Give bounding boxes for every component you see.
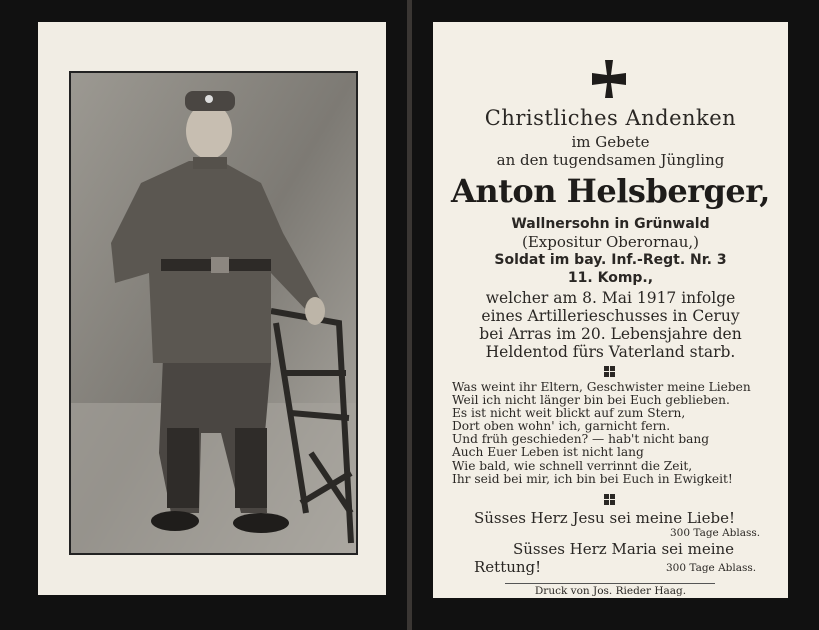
prayer-maria-end: Rettung! [474, 558, 542, 576]
company-line: 11. Komp., [567, 270, 654, 286]
prayer-maria: Süsses Herz Maria sei meine [513, 540, 735, 558]
poem-line: Ihr seid bei mir, ich bin bei Euch in Ewigkeit! [452, 471, 733, 486]
indulgence-note: 300 Tage Ablass. [670, 527, 761, 539]
poem-line: Weil ich nicht länger bin bei Euch geblieben. [452, 393, 730, 408]
origin-line: Wallnersohn in Grünwald [511, 216, 710, 232]
poem-line: Es ist nicht weit blickt auf zum Stern, [452, 406, 686, 421]
poem-line: Auch Euer Leben ist nicht lang [452, 445, 644, 460]
poem-line: Was weint ihr Eltern, Geschwister meine Lieben [452, 380, 751, 394]
indulgence-note: 300 Tage Ablass. [666, 562, 757, 574]
rank-line: Soldat im bay. Inf.-Regt. Nr. 3 [494, 252, 727, 268]
death-line: welcher am 8. Mai 1917 infolge [485, 289, 736, 307]
death-line: eines Artillerieschusses in Ceruy [481, 307, 740, 325]
death-line: bei Arras im 20. Lebensjahre den [479, 325, 742, 343]
poem-line: Und früh geschieden? — hab't nicht bang [452, 432, 710, 447]
portrait-illustration [71, 73, 356, 553]
prayer-line: im Gebete [571, 133, 650, 151]
printer-divider [505, 583, 715, 584]
separator-ornament [604, 366, 615, 377]
parish-line: (Expositur Oberornau,) [521, 233, 700, 251]
soldier-portrait-photo [69, 71, 358, 555]
youth-line: an den tugendsamen Jüngling [496, 151, 725, 169]
death-line: Heldentod fürs Vaterland starb. [485, 343, 736, 361]
iron-cross-icon [588, 58, 630, 100]
memorial-poem [452, 381, 751, 486]
separator-ornament [604, 494, 615, 505]
printer-credit: Druck von Jos. Rieder Haag. [534, 585, 687, 597]
deceased-name: Anton Helsberger, [451, 172, 770, 210]
prayer-jesus: Süsses Herz Jesu sei meine Liebe! [474, 509, 735, 527]
memorial-heading: Christliches Andenken [484, 106, 737, 130]
poem-line: Dort oben wohn' ich, garnicht fern. [452, 419, 671, 434]
poem-line: Wie bald, wie schnell verrinnt die Zeit, [452, 458, 693, 473]
